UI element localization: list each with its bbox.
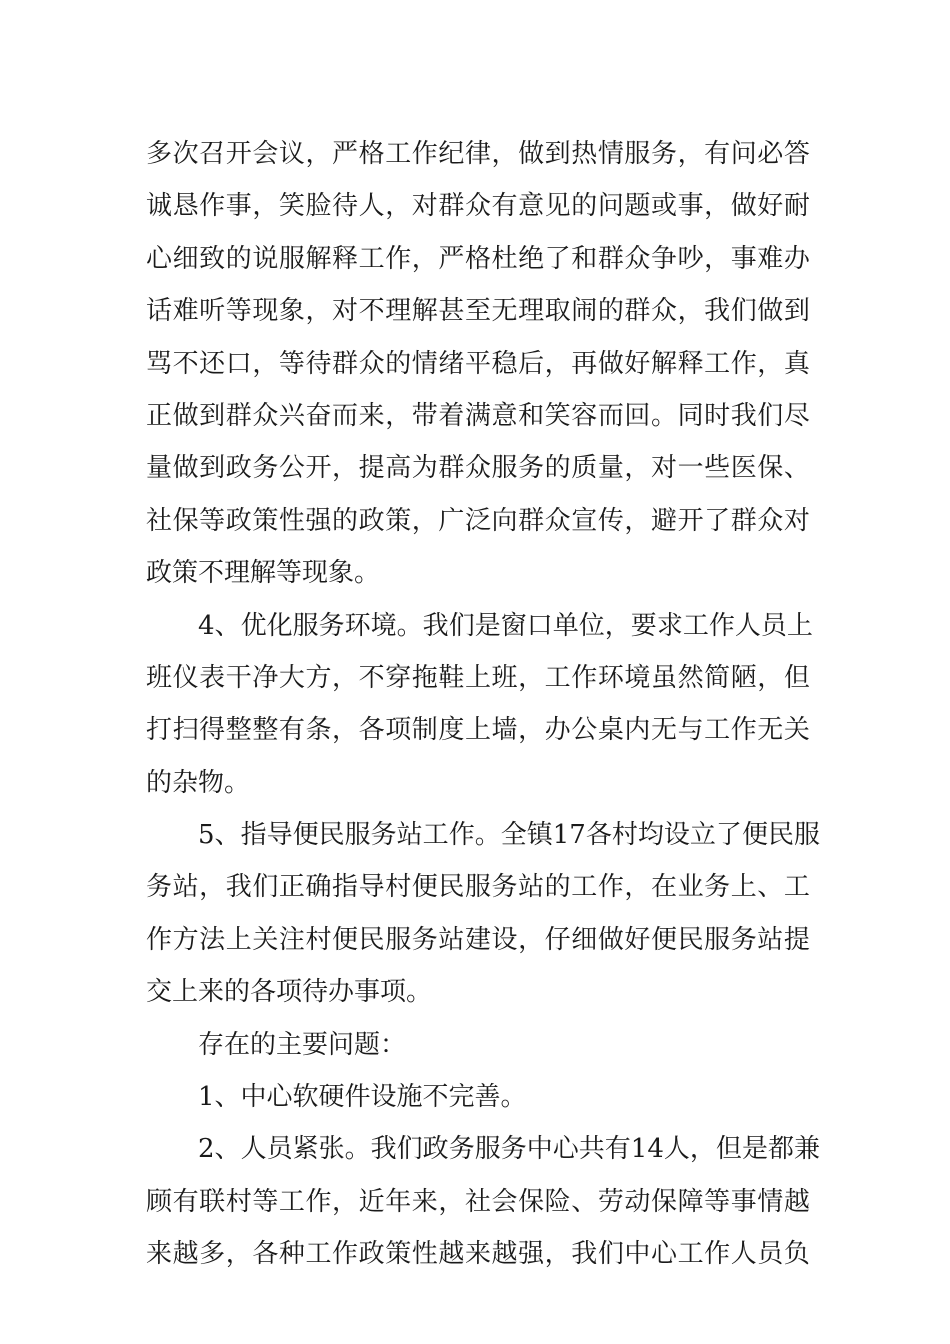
- text-line: 正 做 到 群 众 兴 奋 而 来 ， 带 着 满 意 和 笑 容 而 回 。 同 时 我 们 尽: [146, 400, 810, 431]
- text-line: 的杂物。: [146, 767, 251, 798]
- text-line: 心 细 致 的 说 服 解 释 工 作 ， 严 格 杜 绝 了 和 群 众 争 吵 ， 事 难 办: [146, 243, 810, 274]
- text-line: 交上来的各项待办事项。: [146, 977, 433, 1008]
- text-line: 话 难 听 等 现 象 ， 对 不 理 解 甚 至 无 理 取 闹 的 群 众 ， 我 们 做 到: [146, 296, 810, 327]
- document-body: [146, 128, 820, 1281]
- text-line: 政策不理解等现象。: [146, 558, 381, 589]
- text-line: 作 方 法 上 关 注 村 便 民 服 务 站 建 设 ， 仔 细 做 好 便 民 服 务 站 提: [146, 924, 810, 955]
- text-line: 2 、 人 员 紧 张 。 我 们 政 务 服 务 中 心 共 有 14 人 ， 但 是 都 兼: [198, 1134, 820, 1165]
- text-line: 诚 恳 作 事 ， 笑 脸 待 人 ， 对 群 众 有 意 见 的 问 题 或 事 ， 做 好 耐: [146, 191, 810, 222]
- text-line: 打 扫 得 整 整 有 条 ， 各 项 制 度 上 墙 ， 办 公 桌 内 无 与 工 作 无 关: [146, 715, 810, 746]
- text-line: 顾 有 联 村 等 工 作 ， 近 年 来 ， 社 会 保 险 、 劳 动 保 障 等 事 情 越: [146, 1186, 810, 1217]
- text-line: 5 、 指 导 便 民 服 务 站 工 作 。 全 镇 17 各 村 均 设 立 了 便 民 服: [198, 820, 820, 851]
- text-line: 务 站 ， 我 们 正 确 指 导 村 便 民 服 务 站 的 工 作 ， 在 业 务 上 、 工: [146, 872, 810, 903]
- text-line: 班 仪 表 干 净 大 方 ， 不 穿 拖 鞋 上 班 ， 工 作 环 境 虽 然 简 陋 ， 但: [146, 662, 810, 693]
- text-line: 存在的主要问题：: [198, 1029, 407, 1060]
- text-line: 4 、 优 化 服 务 环 境 。 我 们 是 窗 口 单 位 ， 要 求 工 作 人 员 上: [198, 610, 813, 641]
- text-line: 来 越 多 ， 各 种 工 作 政 策 性 越 来 越 强 ， 我 们 中 心 工 作 人 员 负: [146, 1239, 810, 1270]
- text-line: 社 保 等 政 策 性 强 的 政 策 ， 广 泛 向 群 众 宣 传 ， 避 开 了 群 众 对: [146, 505, 810, 536]
- text-line: 骂 不 还 口 ， 等 待 群 众 的 情 绪 平 稳 后 ， 再 做 好 解 释 工 作 ， 真: [146, 348, 810, 379]
- text-line: 1、中心软硬件设施不完善。: [198, 1082, 527, 1113]
- text-line: 量 做 到 政 务 公 开 ， 提 高 为 群 众 服 务 的 质 量 ， 对 一 些 医 保 、: [146, 453, 810, 484]
- text-line: 多 次 召 开 会 议 ， 严 格 工 作 纪 律 ， 做 到 热 情 服 务 ， 有 问 必 答: [146, 139, 810, 169]
